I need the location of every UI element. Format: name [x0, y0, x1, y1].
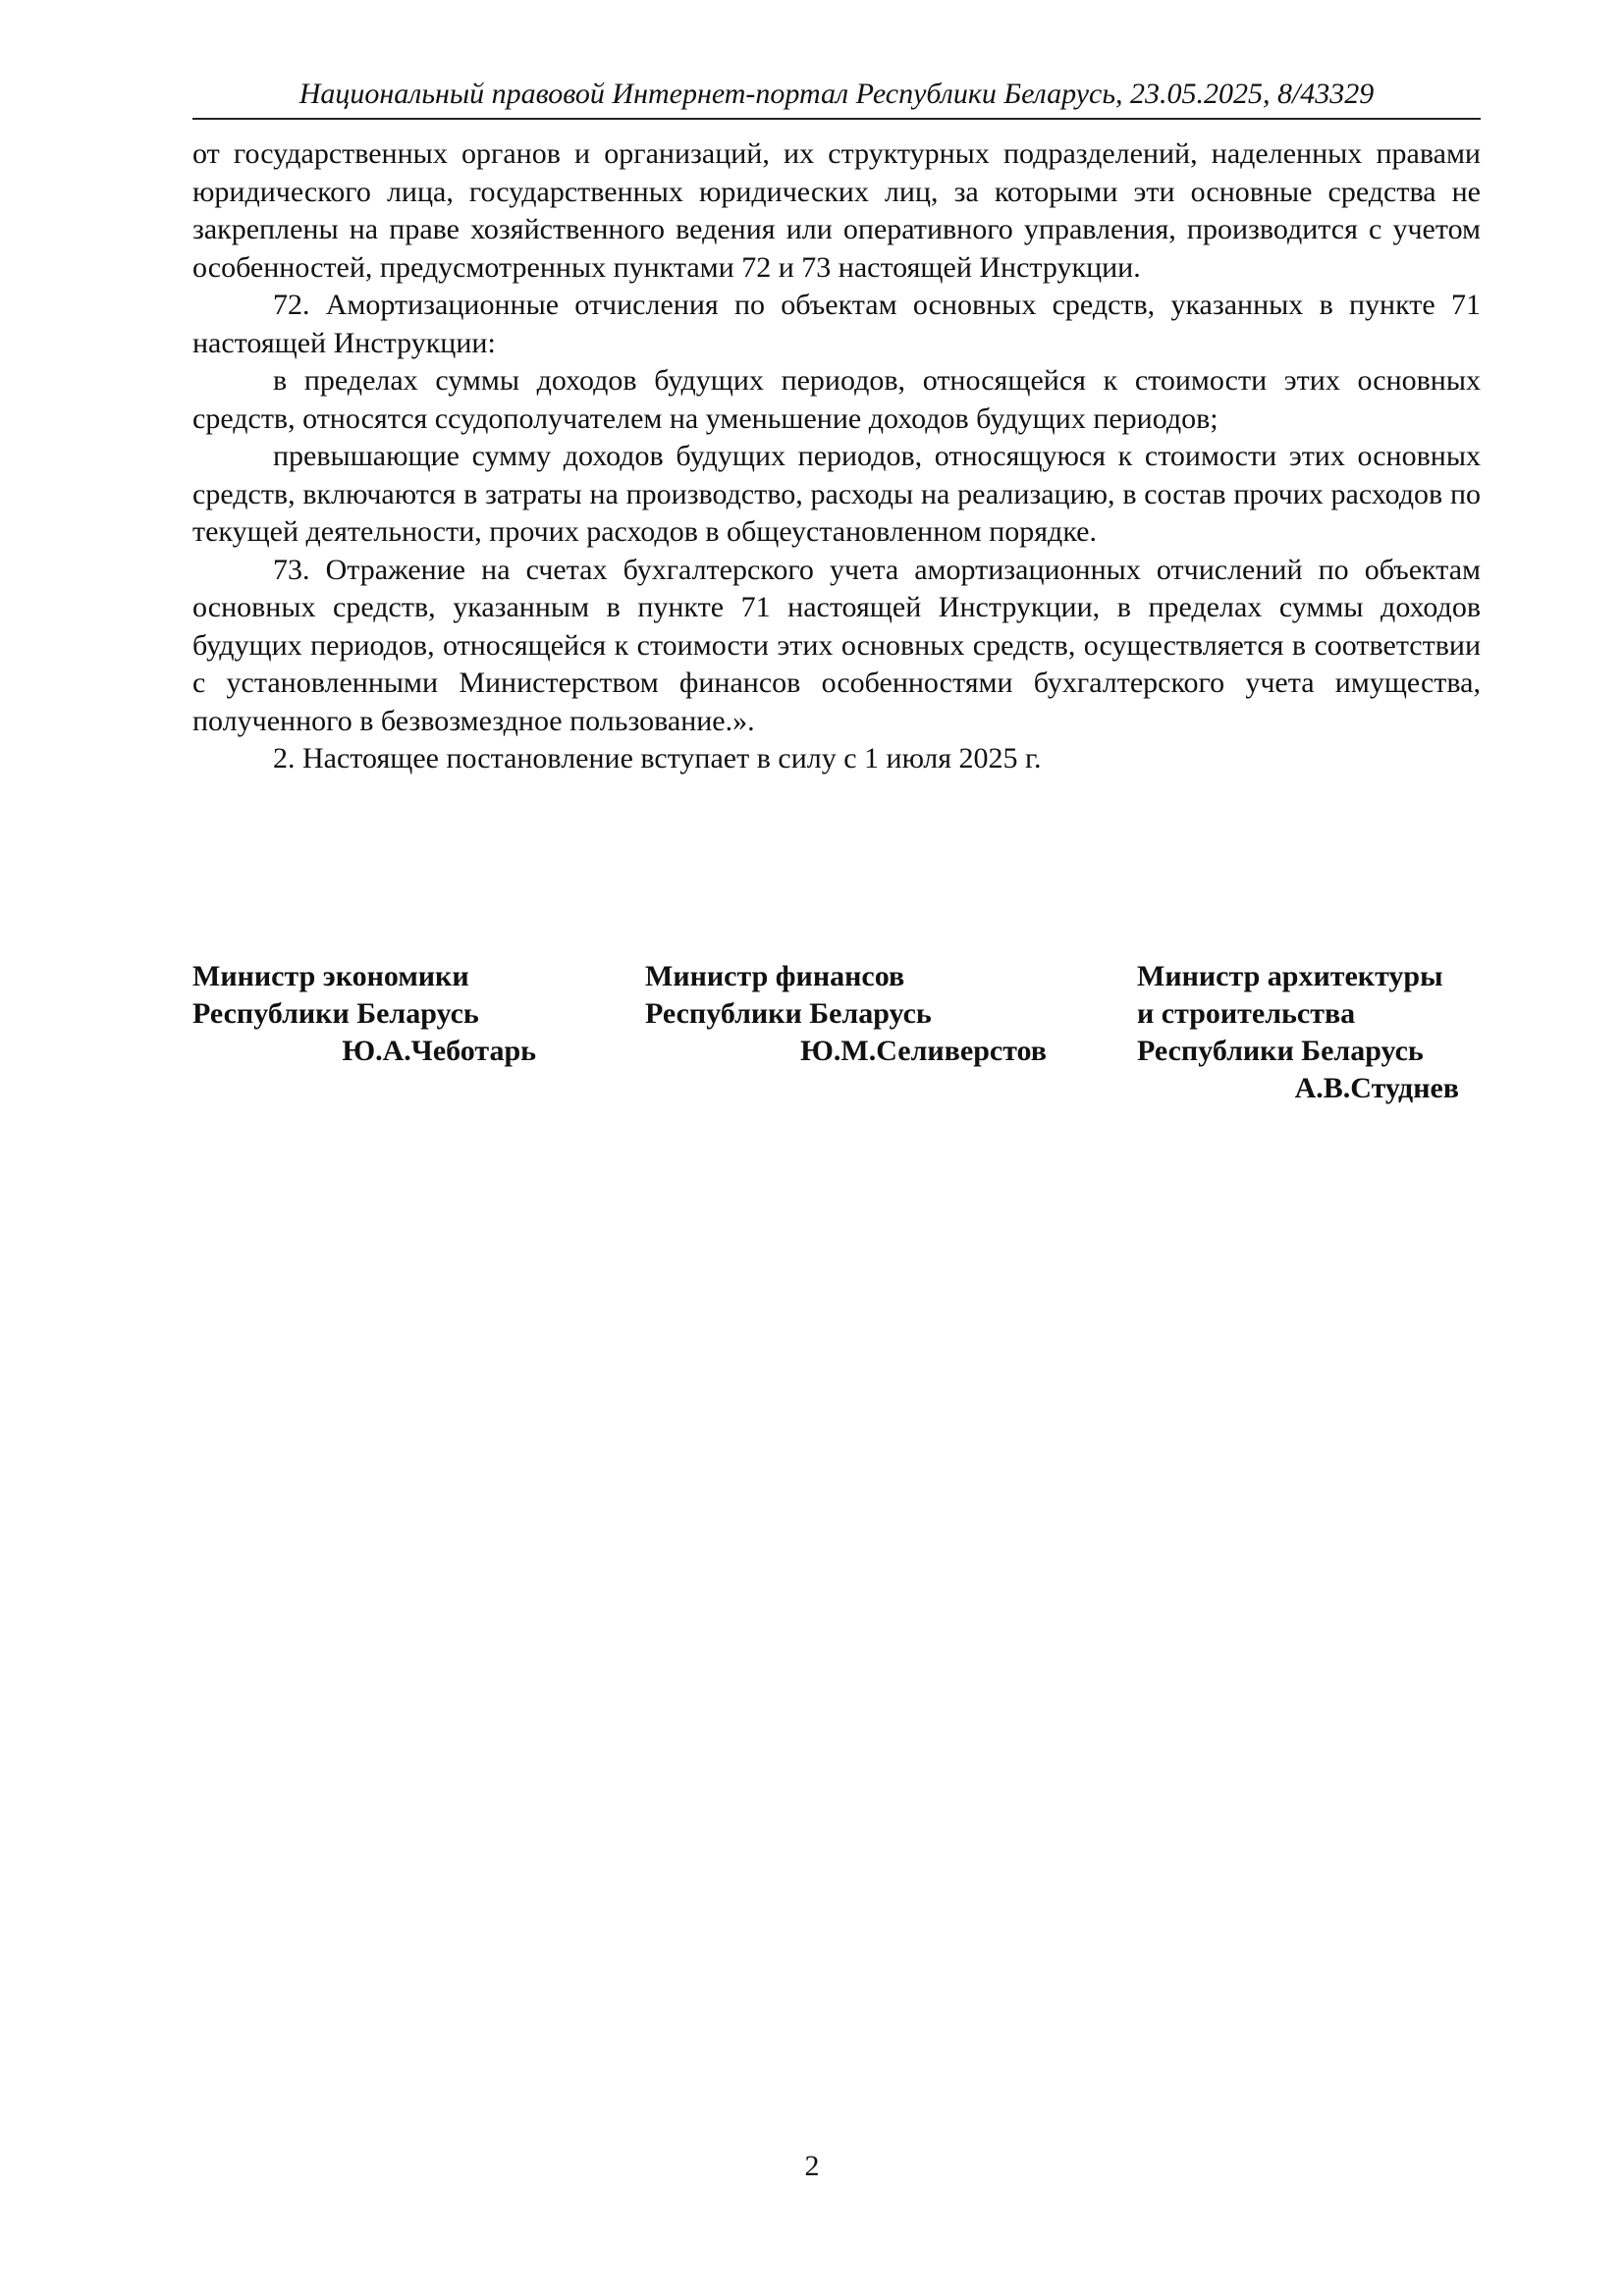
- signature-title-line: Республики Беларусь: [1137, 1035, 1424, 1067]
- page-number: 2: [804, 2150, 820, 2182]
- paragraph-item-72: 72. Амортизационные отчисления по объектам основных средств, указанных в пункте 71 настоящей Инструкции:: [192, 289, 1481, 359]
- signature-title-line: Республики Беларусь: [192, 997, 479, 1030]
- signatory-name: Ю.А.Чеботарь: [342, 1035, 536, 1067]
- signature-minister-economy: [192, 958, 536, 1070]
- signatory-name: А.В.Студнев: [1294, 1072, 1459, 1104]
- signature-minister-finance: [645, 958, 1047, 1070]
- paragraph-effective-date: 2. Настоящее постановление вступает в силу с 1 июля 2025 г.: [273, 742, 1042, 774]
- paragraph-within-limits: в пределах суммы доходов будущих периодов, относящейся к стоимости этих основных средств, относятся ссудополучателем на уменьшение доходов будущих периодов;: [192, 364, 1481, 435]
- page-header: Национальный правовой Интернет-портал Республики Беларусь, 23.05.2025, 8/43329: [192, 75, 1481, 120]
- signature-title-line: Министр финансов: [645, 960, 905, 992]
- signature-title-line: Республики Беларусь: [645, 997, 932, 1030]
- signature-title-line: Министр архитектуры: [1137, 960, 1443, 992]
- signatory-name: Ю.М.Селиверстов: [800, 1035, 1047, 1067]
- paragraph-continuation: от государственных органов и организаций, их структурных подразделений, наделенных правами юридического лица, государственных юридических лиц, за которыми эти основные средства не закреплены на праве хозяйственного ведения или оперативного управления, производится с учетом особенностей, предусмотренных пунктами 72 и 73 настоящей Инструкции.: [192, 137, 1481, 284]
- signature-minister-architecture: [1137, 958, 1459, 1107]
- signature-title-line: и строительства: [1137, 997, 1356, 1030]
- paragraph-item-73: 73. Отражение на счетах бухгалтерского учета амортизационных отчислений по объектам основных средств, указанным в пункте 71 настоящей Инструкции, в пределах суммы доходов будущих периодов, относящейся к стоимости этих основных средств, осуществляется в соответствии с установленными Министерством финансов особенностями бухгалтерского учета имущества, полученного в безвозмездное пользование.».: [192, 553, 1481, 737]
- document-body: [192, 135, 1481, 778]
- paragraph-exceeding: превышающие сумму доходов будущих периодов, относящуюся к стоимости этих основных средств, включаются в затраты на производство, расходы на реализацию, в состав прочих расходов по текущей деятельности, прочих расходов в общеустановленном порядке.: [192, 440, 1481, 548]
- signature-title-line: Министр экономики: [192, 960, 469, 992]
